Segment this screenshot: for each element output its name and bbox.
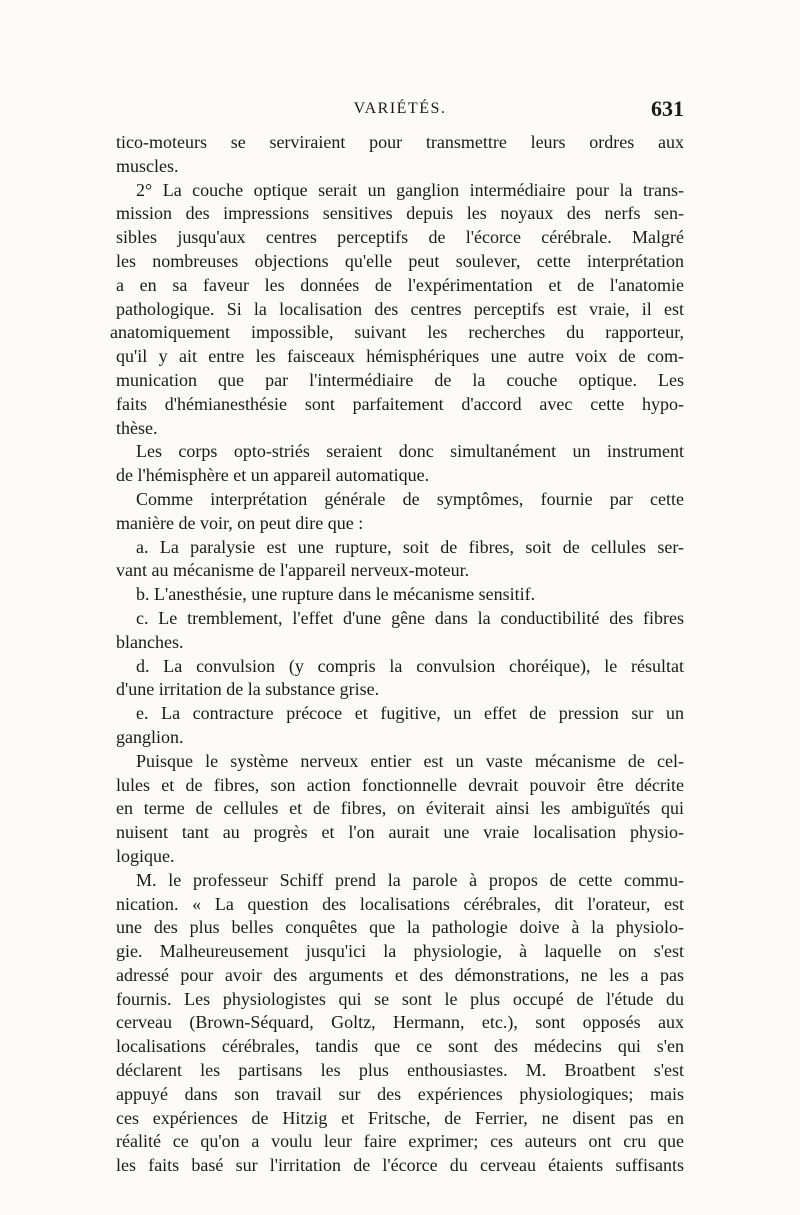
text-line: gie. Malheureusement jusqu'ici la physiologie, à laquelle on s'est — [116, 941, 684, 962]
text-line: blanches. — [116, 631, 184, 652]
text-line: adressé pour avoir des arguments et des démonstrations, ne les a pas — [116, 964, 684, 985]
text-line: thèse. — [116, 417, 158, 438]
text-line: tico-moteurs se serviraient pour transmettre leurs ordres aux — [116, 132, 684, 152]
text-line: sibles jusqu'aux centres perceptifs de l'écorce cérébrale. Malgré — [116, 227, 684, 248]
text-line: a en sa faveur les données de l'expérimentation et de l'anatomie — [116, 274, 684, 295]
text-line: une des plus belles conquêtes que la pathologie doive à la physiolo- — [116, 917, 684, 938]
text-line: appuyé dans son travail sur des expériences physiologiques; mais — [116, 1083, 684, 1104]
text-line: nuisent tant au progrès et l'on aurait une vraie localisation physio- — [116, 822, 684, 843]
text-line: les nombreuses objections qu'elle peut soulever, cette interprétation — [116, 250, 684, 271]
text-line: cerveau (Brown-Séquard, Goltz, Hermann, etc.), sont opposés aux — [116, 1012, 684, 1033]
text-line: M. le professeur Schiff prend la parole à propos de cette commu- — [136, 869, 684, 890]
text-line: d. La convulsion (y compris la convulsion choréique), le résultat — [136, 655, 684, 676]
text-line: muscles. — [116, 155, 179, 176]
text-line: les faits basé sur l'irritation de l'écorce du cerveau étaients suffisants — [116, 1155, 684, 1176]
text-line: c. Le tremblement, l'effet d'une gêne dans la conductibilité des fibres — [136, 607, 684, 628]
text-line: Les corps opto-striés seraient donc simultanément un instrument — [136, 441, 684, 462]
text-line: déclarent les partisans les plus enthousiastes. M. Broatbent s'est — [116, 1060, 684, 1081]
running-title: VARIÉTÉS. — [353, 100, 447, 117]
text-line: lules et de fibres, son action fonctionnelle devrait pouvoir être décrite — [116, 774, 684, 795]
text-line: qu'il y ait entre les faisceaux hémisphériques une autre voix de com- — [116, 346, 684, 367]
text-line: vant au mécanisme de l'appareil nerveux-moteur. — [116, 560, 470, 581]
body-text — [110, 131, 684, 1178]
text-line: 2° La couche optique serait un ganglion intermédiaire pour la trans- — [136, 179, 684, 200]
text-line: ganglion. — [116, 726, 184, 747]
text-line: a. La paralysie est une rupture, soit de fibres, soit de cellules ser- — [136, 536, 684, 557]
text-line: nication. « La question des localisations cérébrales, dit l'orateur, est — [116, 893, 684, 914]
text-line: fournis. Les physiologistes qui se sont le plus occupé de l'étude du — [116, 988, 684, 1009]
text-line: Puisque le système nerveux entier est un vaste mécanisme de cel- — [136, 750, 684, 771]
text-line: en terme de cellules et de fibres, on éviterait ainsi les ambiguïtés qui — [116, 798, 684, 819]
text-line: e. La contracture précoce et fugitive, un effet de pression sur un — [136, 703, 684, 724]
text-line: Comme interprétation générale de symptômes, fournie par cette — [136, 488, 684, 509]
text-line: anatomiquement impossible, suivant les recherches du rapporteur, — [110, 322, 684, 343]
text-line: localisations cérébrales, tandis que ce sont des médecins qui s'en — [116, 1036, 684, 1057]
text-line: mission des impressions sensitives depuis les noyaux des nerfs sen- — [116, 203, 684, 224]
text-line: de l'hémisphère et un appareil automatique. — [116, 465, 430, 486]
text-line: ces expériences de Hitzig et Fritsche, de Ferrier, ne disent pas en — [116, 1107, 684, 1128]
page-number: 631 — [651, 96, 684, 121]
text-line: faits d'hémianesthésie sont parfaitement d'accord avec cette hypo- — [116, 393, 684, 414]
text-line: pathologique. Si la localisation des centres perceptifs est vraie, il est — [116, 298, 684, 319]
page-header — [116, 96, 684, 124]
text-line: réalité ce qu'on a voulu leur faire exprimer; ces auteurs ont cru que — [116, 1131, 684, 1152]
text-line: d'une irritation de la substance grise. — [116, 679, 380, 700]
text-line: b. L'anesthésie, une rupture dans le mécanisme sensitif. — [136, 584, 536, 605]
text-line: munication que par l'intermédiaire de la couche optique. Les — [116, 369, 684, 390]
text-line: logique. — [116, 845, 175, 866]
text-line: manière de voir, on peut dire que : — [116, 512, 364, 533]
